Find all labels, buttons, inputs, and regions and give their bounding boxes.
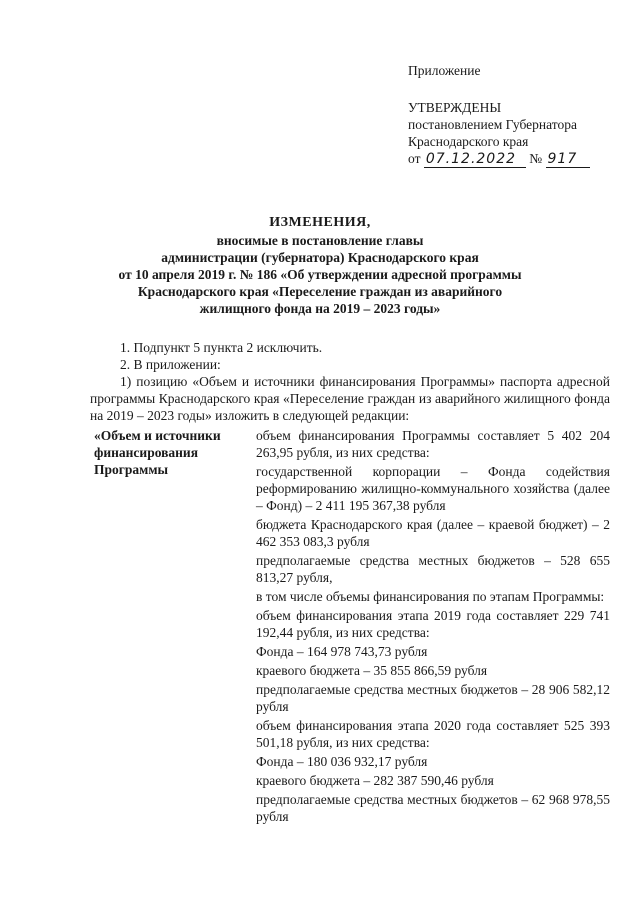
financing-entry: предполагаемые средства местных бюджетов – 62 968 978,55 рубля [256, 792, 610, 824]
financing-entry: объем финансирования этапа 2020 года составляет 525 393 501,18 рубля, из них средства: [256, 718, 610, 750]
financing-entry: предполагаемые средства местных бюджетов – 528 655 813,27 рубля, [256, 553, 610, 585]
number-prefix: № [529, 151, 543, 166]
approval-date-row [408, 150, 633, 168]
financing-entry: объем финансирования этапа 2019 года составляет 229 741 192,44 рубля, из них средства: [256, 608, 610, 640]
financing-details [256, 427, 610, 827]
date-prefix: от [408, 151, 421, 166]
title-line-4: Краснодарского края «Переселение граждан из аварийного [137, 284, 503, 299]
financing-entry: краевого бюджета – 35 855 866,59 рубля [256, 663, 488, 678]
financing-entry: объем финансирования Программы составляет 5 402 204 263,95 рубля, из них средства: [256, 428, 610, 460]
paragraph-1: 1. Подпункт 5 пункта 2 исключить. [120, 340, 323, 355]
financing-entry: государственной корпорации – Фонда содействия реформированию жилищно-коммунального хозяйства (далее – Фонд) – 2 411 195 367,38 рубля [256, 464, 610, 513]
handwritten-number: 917 [546, 151, 590, 168]
approval-line-1: постановлением Губернатора [408, 117, 577, 132]
financing-label: «Объем и источники финансирования Программы [94, 428, 221, 477]
title-main: ИЗМЕНЕНИЯ, [269, 215, 371, 230]
document-body [90, 339, 610, 424]
approved-label: УТВЕРЖДЕНЫ [408, 100, 502, 115]
financing-entry: краевого бюджета – 282 387 590,46 рубля [256, 773, 494, 788]
financing-entry: предполагаемые средства местных бюджетов – 28 906 582,12 рубля [256, 682, 610, 714]
approval-line-2: Краснодарского края [408, 134, 529, 149]
title-line-3: от 10 апреля 2019 г. № 186 «Об утверждении адресной программы [118, 267, 522, 282]
title-line-5: жилищного фонда на 2019 – 2023 годы» [199, 301, 441, 316]
title-line-2: администрации (губернатора) Краснодарского края [161, 250, 479, 265]
document-title [60, 214, 580, 317]
paragraph-3: 1) позицию «Объем и источники финансирования Программы» паспорта адресной программы Краснодарского края «Переселение граждан из аварийного жилищного фонда на 2019 – 2023 годы» изложить в следующей редакции: [90, 374, 610, 423]
title-line-1: вносимые в постановление главы [216, 233, 424, 248]
financing-entry: бюджета Краснодарского края (далее – краевой бюджет) – 2 462 353 083,3 рубля [256, 517, 610, 549]
appendix-label: Приложение [408, 63, 481, 78]
paragraph-2: 2. В приложении: [120, 357, 221, 372]
financing-entry: Фонда – 180 036 932,17 рубля [256, 754, 428, 769]
handwritten-date: 07.12.2022 [424, 151, 526, 168]
financing-entry: в том числе объемы финансирования по этапам Программы: [256, 589, 605, 604]
financing-entry: Фонда – 164 978 743,73 рубля [256, 644, 428, 659]
approval-block [408, 62, 633, 168]
